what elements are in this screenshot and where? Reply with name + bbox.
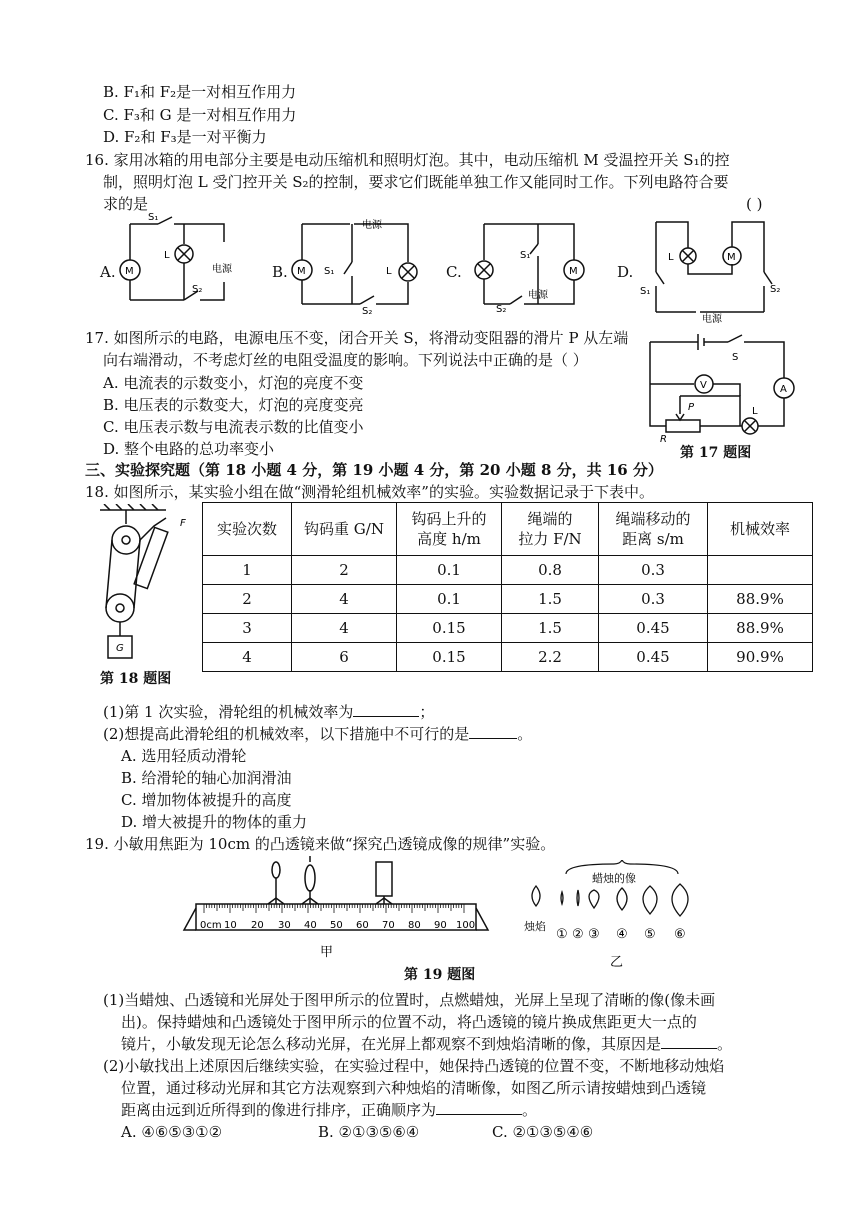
q19-sub1-line3: [121, 1034, 732, 1054]
table-header-cell: 钩码上升的 高度 h/m: [397, 503, 502, 556]
ruler-label-70: 70: [382, 920, 395, 931]
q18-stem: 18. 如图所示，某实验小组在做“测滑轮组机械效率”的实验。实验数据记录于下表中。: [85, 483, 654, 501]
table-row: [203, 585, 813, 614]
q17-r-label: R: [660, 434, 667, 442]
q15-option-b: B. F₁和 F₂是一对相互作用力: [103, 83, 297, 101]
q16c-motor-label: M: [569, 266, 578, 277]
table-cell: 2.2: [502, 643, 599, 672]
q16a-lamp-label: L: [164, 250, 170, 261]
q19-label-yi: 乙: [610, 955, 624, 970]
flame-num-6: ⑥: [674, 927, 686, 942]
table-cell: 0.1: [397, 556, 502, 585]
q16-label-a: A.: [100, 263, 116, 281]
q17-stem-line1: 17. 如图所示的电路，电源电压不变，闭合开关 S，将滑动变阻器的滑片 P 从左端: [85, 329, 629, 347]
table-cell: 2: [203, 585, 292, 614]
q18-sub1-end: ；: [419, 703, 435, 721]
q18-force-label: F: [180, 518, 186, 529]
table-cell: 0.1: [397, 585, 502, 614]
table-cell: 1.5: [502, 614, 599, 643]
q16-answer-paren: ( ): [746, 195, 763, 213]
q19-label-jia: 甲: [320, 945, 334, 960]
ruler-label-30: 30: [278, 920, 291, 931]
q19-sub2-line2: 位置，通过移动光屏和其它方法观察到六种烛焰的清晰像，如图乙所示请按蜡烛到凸透镜: [121, 1079, 707, 1097]
q19-sub1-blank[interactable]: [661, 1034, 717, 1049]
table-header-cell: 钩码重 G/N: [292, 503, 397, 556]
flame-num-4: ④: [616, 927, 628, 942]
q18-sub2-text: (2)想提高此滑轮组的机械效率，以下措施中不可行的是: [103, 725, 470, 743]
q19-option-c: C. ②①③⑤④⑥: [492, 1123, 594, 1141]
table-cell: 0.3: [599, 585, 708, 614]
q17-s-label: S: [732, 352, 739, 363]
q16a-s1-label: S₁: [148, 212, 159, 223]
q16b-lamp-label: L: [386, 266, 392, 277]
q18-sub2: [103, 724, 532, 744]
q16a-power-label: 电源: [212, 264, 232, 275]
q17-option-d: D. 整个电路的总功率变小: [103, 440, 275, 458]
q18-pulley-figure: [96, 504, 196, 664]
q18-option-b: B. 给滑轮的轴心加润滑油: [121, 769, 292, 787]
q16-stem-line2: 制，照明灯泡 L 受门控开关 S₂的控制，要求它们既能单独工作又能同时工作。下列电路符合要: [103, 173, 729, 191]
q18-data-table: [202, 502, 813, 672]
q19-sub2-line1: (2)小敏找出上述原因后继续实验，在实验过程中，她保持凸透镜的位置不变，不断地移动烛焰: [103, 1057, 725, 1075]
q15-option-d: D. F₂和 F₃是一对平衡力: [103, 128, 267, 146]
q19-flame-images: [524, 860, 704, 970]
flame-num-1: ①: [556, 927, 568, 942]
table-cell: 0.45: [599, 643, 708, 672]
ruler-label-20: 20: [251, 920, 264, 931]
q16-circuit-d: [640, 212, 790, 324]
table-cell: 0.8: [502, 556, 599, 585]
q17-stem-line2: 向右端滑动，不考虑灯丝的电阻受温度的影响。下列说法中正确的是（ ）: [103, 351, 588, 369]
table-row: [203, 556, 813, 585]
q16a-s2-label: S₂: [192, 284, 203, 295]
q18-sub1-text: (1)第 1 次实验，滑轮组的机械效率为: [103, 703, 354, 721]
q17-voltmeter-label: V: [700, 380, 707, 391]
table-cell: 88.9%: [708, 585, 813, 614]
ruler-label-100: 100: [456, 920, 476, 931]
q16d-s2-label: S₂: [770, 284, 781, 295]
q16a-motor-label: M: [125, 266, 134, 277]
q19-option-b: B. ②①③⑤⑥④: [318, 1123, 420, 1141]
q19-option-a: A. ④⑥⑤③①②: [121, 1123, 223, 1141]
table-cell: 0.3: [599, 556, 708, 585]
q18-option-a: A. 选用轻质动滑轮: [121, 747, 247, 765]
q18-figure-caption: 第 18 题图: [100, 671, 172, 687]
q16-circuit-c: [470, 212, 600, 316]
table-header-cell: 绳端移动的 距离 s/m: [599, 503, 708, 556]
q19-optical-bench: [180, 852, 492, 962]
q17-ammeter-label: A: [780, 384, 787, 395]
q17-option-a: A. 电流表的示数变小，灯泡的亮度不变: [103, 374, 364, 392]
table-cell: 3: [203, 614, 292, 643]
table-cell: 1.5: [502, 585, 599, 614]
q15-option-c: C. F₃和 G 是一对相互作用力: [103, 106, 297, 124]
table-cell: 1: [203, 556, 292, 585]
ruler-label-80: 80: [408, 920, 421, 931]
table-header-cell: 实验次数: [203, 503, 292, 556]
ruler-label-0: 0cm: [200, 920, 222, 931]
q19-sub2-end: 。: [522, 1101, 538, 1119]
ruler-label-60: 60: [356, 920, 369, 931]
table-cell: 4: [292, 585, 397, 614]
q16b-power-label: 电源: [362, 220, 382, 231]
q19-sub1-end: 。: [717, 1035, 733, 1053]
q19-image-label: 蜡烛的像: [592, 872, 636, 885]
q16c-s2-label: S₂: [496, 304, 507, 315]
table-cell: 0.15: [397, 643, 502, 672]
q16-label-c: C.: [446, 263, 462, 281]
q19-sub1-line3-text: 镜片，小敏发现无论怎么移动光屏，在光屏上都观察不到烛焰清晰的像，其原因是: [121, 1035, 662, 1053]
table-cell: 2: [292, 556, 397, 585]
q18-sub2-end: 。: [517, 725, 533, 743]
q18-sub2-blank[interactable]: [469, 724, 517, 739]
q18-sub1-blank[interactable]: [353, 702, 419, 717]
q16d-power-label: 电源: [702, 314, 722, 324]
q16-circuit-b: [290, 212, 430, 316]
q17-option-c: C. 电压表示数与电流表示数的比值变小: [103, 418, 364, 436]
q16-circuit-a: [118, 212, 238, 312]
flame-num-3: ③: [588, 927, 600, 942]
section-3-heading: 三、实验探究题（第 18 小题 4 分，第 19 小题 4 分，第 20 小题 8 分，共 16 分）: [85, 461, 663, 479]
q16c-s1-label: S₁: [520, 250, 531, 261]
q18-option-d: D. 增大被提升的物体的重力: [121, 813, 308, 831]
q19-flame-label: 烛焰: [524, 920, 546, 933]
q18-weight-label: G: [116, 643, 124, 654]
table-cell: 88.9%: [708, 614, 813, 643]
table-row: [203, 643, 813, 672]
q17-p-label: P: [688, 402, 695, 413]
q16-label-d: D.: [617, 263, 634, 281]
q16-stem-line1: 16. 家用冰箱的用电部分主要是电动压缩机和照明灯泡。其中，电动压缩机 M 受温控开关 S₁的控: [85, 151, 730, 169]
q18-sub1: [103, 702, 434, 722]
flame-num-5: ⑤: [644, 927, 656, 942]
flame-num-2: ②: [572, 927, 584, 942]
q18-option-c: C. 增加物体被提升的高度: [121, 791, 292, 809]
table-cell: 0.45: [599, 614, 708, 643]
q19-sub1-line1: (1)当蜡烛、凸透镜和光屏处于图甲所示的位置时，点燃蜡烛，光屏上呈现了清晰的像(像未画: [103, 991, 716, 1009]
table-cell: 90.9%: [708, 643, 813, 672]
q17-option-b: B. 电压表的示数变大，灯泡的亮度变亮: [103, 396, 364, 414]
q19-sub1-line2: 出)。保持蜡烛和凸透镜处于图甲所示的位置不动，将凸透镜的镜片换成焦距更大一点的: [121, 1013, 697, 1031]
q17-lamp-label: L: [752, 406, 758, 417]
q16b-s2-label: S₂: [362, 306, 373, 316]
table-header-cell: 绳端的 拉力 F/N: [502, 503, 599, 556]
table-cell: [708, 556, 813, 585]
q19-stem: 19. 小敏用焦距为 10cm 的凸透镜来做“探究凸透镜成像的规律”实验。: [85, 835, 556, 853]
table-header-row: [203, 503, 813, 556]
q16b-motor-label: M: [297, 266, 306, 277]
q16d-motor-label: M: [727, 252, 736, 263]
q16c-power-label: 电源: [528, 290, 548, 301]
table-header-cell: 机械效率: [708, 503, 813, 556]
ruler-label-90: 90: [434, 920, 447, 931]
q19-figure-caption: 第 19 题图: [404, 967, 476, 983]
q17-circuit: [640, 330, 810, 442]
ruler-label-10: 10: [224, 920, 237, 931]
table-cell: 4: [203, 643, 292, 672]
q19-sub2-line3: [121, 1100, 537, 1120]
ruler-label-40: 40: [304, 920, 317, 931]
q19-sub2-line3-text: 距离由远到近所得到的像进行排序，正确顺序为: [121, 1101, 437, 1119]
table-cell: 6: [292, 643, 397, 672]
q19-sub2-blank[interactable]: [436, 1100, 522, 1115]
q16d-s1-label: S₁: [640, 286, 651, 297]
q16-label-b: B.: [272, 263, 288, 281]
q17-figure-caption: 第 17 题图: [680, 445, 752, 461]
q16b-s1-label: S₁: [324, 266, 335, 277]
q16d-lamp-label: L: [668, 252, 674, 263]
q16-stem-line3: 求的是: [103, 195, 149, 213]
table-cell: 0.15: [397, 614, 502, 643]
table-cell: 4: [292, 614, 397, 643]
ruler-label-50: 50: [330, 920, 343, 931]
table-row: [203, 614, 813, 643]
